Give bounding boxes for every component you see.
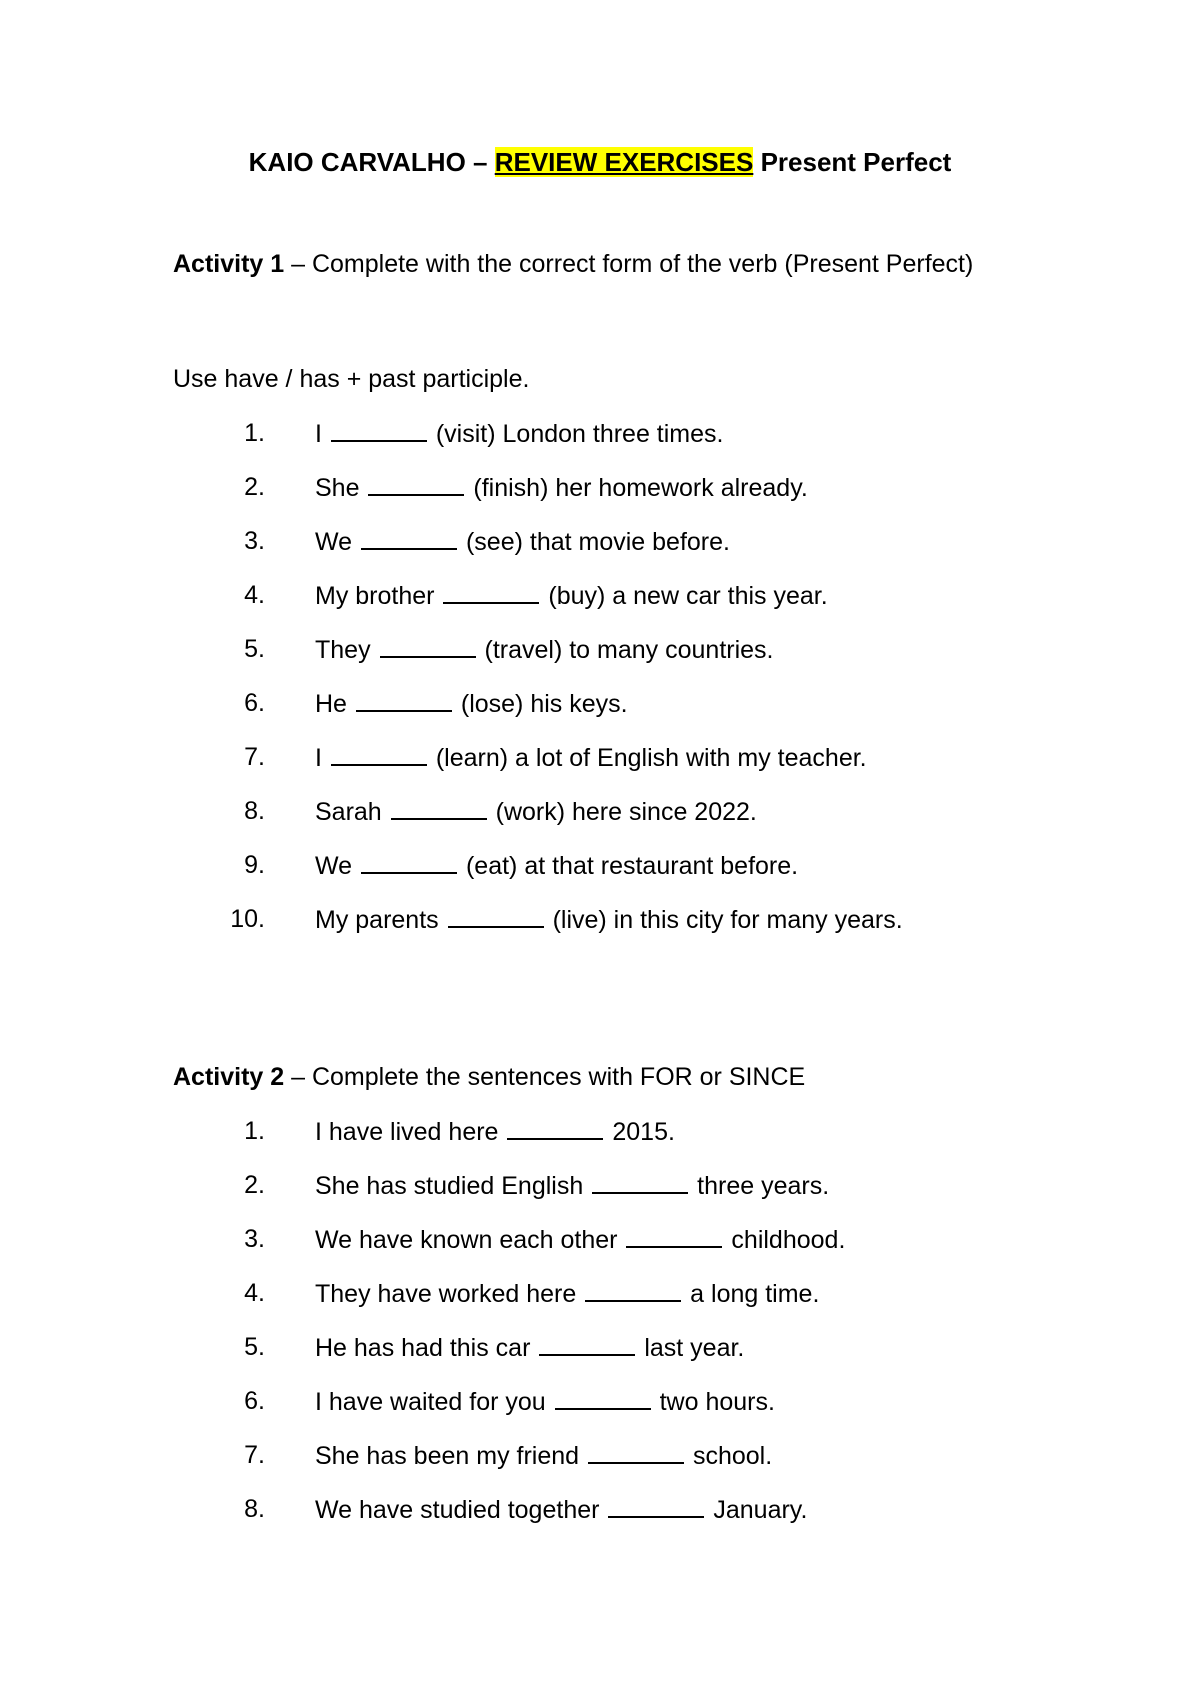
activity2-list bbox=[0, 1114, 1200, 1546]
item-sentence bbox=[315, 1492, 807, 1527]
sentence-end: (finish) her homework already. bbox=[473, 474, 808, 502]
item-sentence bbox=[315, 1438, 772, 1473]
item-number: 5. bbox=[244, 635, 265, 663]
sentence-start: We bbox=[315, 852, 353, 880]
item-sentence bbox=[315, 470, 808, 505]
item-sentence bbox=[315, 1114, 675, 1149]
answer-blank[interactable] bbox=[368, 470, 464, 496]
list-item bbox=[0, 848, 1200, 902]
sentence-start: She has been my friend bbox=[315, 1442, 580, 1470]
sentence-start: She bbox=[315, 474, 360, 502]
item-number: 8. bbox=[244, 797, 265, 825]
answer-blank[interactable] bbox=[507, 1114, 603, 1140]
activity1-heading bbox=[173, 247, 973, 281]
answer-blank[interactable] bbox=[331, 740, 427, 766]
sentence-end: childhood. bbox=[731, 1226, 846, 1254]
sentence-end: (travel) to many countries. bbox=[484, 636, 774, 664]
answer-blank[interactable] bbox=[361, 848, 457, 874]
title-name: KAIO CARVALHO – bbox=[248, 147, 495, 177]
item-sentence bbox=[315, 1222, 845, 1257]
item-number: 4. bbox=[244, 581, 265, 609]
title-topic: Present Perfect bbox=[753, 147, 952, 177]
sentence-start: My brother bbox=[315, 582, 435, 610]
list-item bbox=[0, 740, 1200, 794]
sentence-start: My parents bbox=[315, 906, 439, 934]
item-sentence bbox=[315, 686, 628, 721]
sentence-end: school. bbox=[692, 1442, 773, 1470]
list-item bbox=[0, 1114, 1200, 1168]
list-item bbox=[0, 1384, 1200, 1438]
list-item bbox=[0, 578, 1200, 632]
item-sentence bbox=[315, 794, 757, 829]
list-item bbox=[0, 1438, 1200, 1492]
answer-blank[interactable] bbox=[539, 1330, 635, 1356]
list-item bbox=[0, 794, 1200, 848]
activity1-label: Activity 1 bbox=[173, 250, 285, 278]
item-sentence bbox=[315, 632, 774, 667]
answer-blank[interactable] bbox=[588, 1438, 684, 1464]
item-number: 7. bbox=[244, 743, 265, 771]
answer-blank[interactable] bbox=[585, 1276, 681, 1302]
sentence-start: I have waited for you bbox=[315, 1388, 546, 1416]
sentence-end: (buy) a new car this year. bbox=[548, 582, 828, 610]
sentence-start: She has studied English bbox=[315, 1172, 584, 1200]
item-number: 5. bbox=[244, 1333, 265, 1361]
sentence-start: I bbox=[315, 744, 322, 772]
sentence-start: We have studied together bbox=[315, 1496, 600, 1524]
list-item bbox=[0, 470, 1200, 524]
item-number: 1. bbox=[244, 1117, 265, 1145]
item-number: 4. bbox=[244, 1279, 265, 1307]
answer-blank[interactable] bbox=[391, 794, 487, 820]
list-item bbox=[0, 1276, 1200, 1330]
list-item bbox=[0, 524, 1200, 578]
answer-blank[interactable] bbox=[443, 578, 539, 604]
item-sentence bbox=[315, 1168, 829, 1203]
item-number: 2. bbox=[244, 473, 265, 501]
item-sentence bbox=[315, 1384, 775, 1419]
sentence-end: two hours. bbox=[659, 1388, 775, 1416]
item-number: 10. bbox=[230, 905, 265, 933]
answer-blank[interactable] bbox=[608, 1492, 704, 1518]
answer-blank[interactable] bbox=[361, 524, 457, 550]
sentence-start: They have worked here bbox=[315, 1280, 577, 1308]
sentence-end: (see) that movie before. bbox=[465, 528, 730, 556]
sentence-end: (learn) a lot of English with my teacher. bbox=[435, 744, 867, 772]
item-sentence bbox=[315, 902, 903, 937]
item-sentence bbox=[315, 740, 867, 775]
list-item bbox=[0, 902, 1200, 956]
item-number: 6. bbox=[244, 1387, 265, 1415]
list-item bbox=[0, 1222, 1200, 1276]
item-number: 2. bbox=[244, 1171, 265, 1199]
item-number: 9. bbox=[244, 851, 265, 879]
sentence-start: I bbox=[315, 420, 322, 448]
item-sentence bbox=[315, 848, 798, 883]
answer-blank[interactable] bbox=[555, 1384, 651, 1410]
answer-blank[interactable] bbox=[356, 686, 452, 712]
sentence-end: last year. bbox=[644, 1334, 745, 1362]
item-number: 3. bbox=[244, 1225, 265, 1253]
list-item bbox=[0, 1168, 1200, 1222]
sentence-start: He has had this car bbox=[315, 1334, 531, 1362]
sentence-start: We have known each other bbox=[315, 1226, 618, 1254]
answer-blank[interactable] bbox=[592, 1168, 688, 1194]
item-number: 1. bbox=[244, 419, 265, 447]
title-highlight: REVIEW EXERCISES bbox=[494, 147, 754, 177]
answer-blank[interactable] bbox=[448, 902, 544, 928]
list-item bbox=[0, 1492, 1200, 1546]
list-item bbox=[0, 686, 1200, 740]
item-sentence bbox=[315, 524, 730, 559]
activity1-note: Use have / has + past participle. bbox=[173, 365, 530, 393]
list-item bbox=[0, 632, 1200, 686]
item-number: 6. bbox=[244, 689, 265, 717]
item-number: 7. bbox=[244, 1441, 265, 1469]
sentence-end: 2015. bbox=[612, 1118, 675, 1146]
answer-blank[interactable] bbox=[626, 1222, 722, 1248]
item-sentence bbox=[315, 578, 828, 613]
activity2-label: Activity 2 bbox=[173, 1063, 285, 1091]
activity2-heading bbox=[173, 1060, 805, 1094]
sentence-end: (visit) London three times. bbox=[435, 420, 724, 448]
item-number: 3. bbox=[244, 527, 265, 555]
answer-blank[interactable] bbox=[380, 632, 476, 658]
sentence-end: January. bbox=[713, 1496, 808, 1524]
sentence-start: They bbox=[315, 636, 371, 664]
sentence-end: (lose) his keys. bbox=[460, 690, 628, 718]
list-item bbox=[0, 1330, 1200, 1384]
sentence-start: We bbox=[315, 528, 353, 556]
sentence-start: I have lived here bbox=[315, 1118, 499, 1146]
document-title bbox=[0, 144, 1200, 180]
item-sentence bbox=[315, 1276, 819, 1311]
sentence-end: (eat) at that restaurant before. bbox=[465, 852, 799, 880]
activity2-instruction: – Complete the sentences with FOR or SINCE bbox=[284, 1063, 806, 1091]
activity1-instruction: – Complete with the correct form of the verb (Present Perfect) bbox=[284, 250, 974, 278]
answer-blank[interactable] bbox=[331, 416, 427, 442]
item-sentence bbox=[315, 1330, 744, 1365]
sentence-start: He bbox=[315, 690, 347, 718]
activity1-list bbox=[0, 416, 1200, 956]
sentence-end: three years. bbox=[697, 1172, 830, 1200]
list-item bbox=[0, 416, 1200, 470]
sentence-end: (work) here since 2022. bbox=[495, 798, 757, 826]
sentence-end: a long time. bbox=[690, 1280, 820, 1308]
sentence-end: (live) in this city for many years. bbox=[552, 906, 903, 934]
sentence-start: Sarah bbox=[315, 798, 382, 826]
item-number: 8. bbox=[244, 1495, 265, 1523]
item-sentence bbox=[315, 416, 723, 451]
